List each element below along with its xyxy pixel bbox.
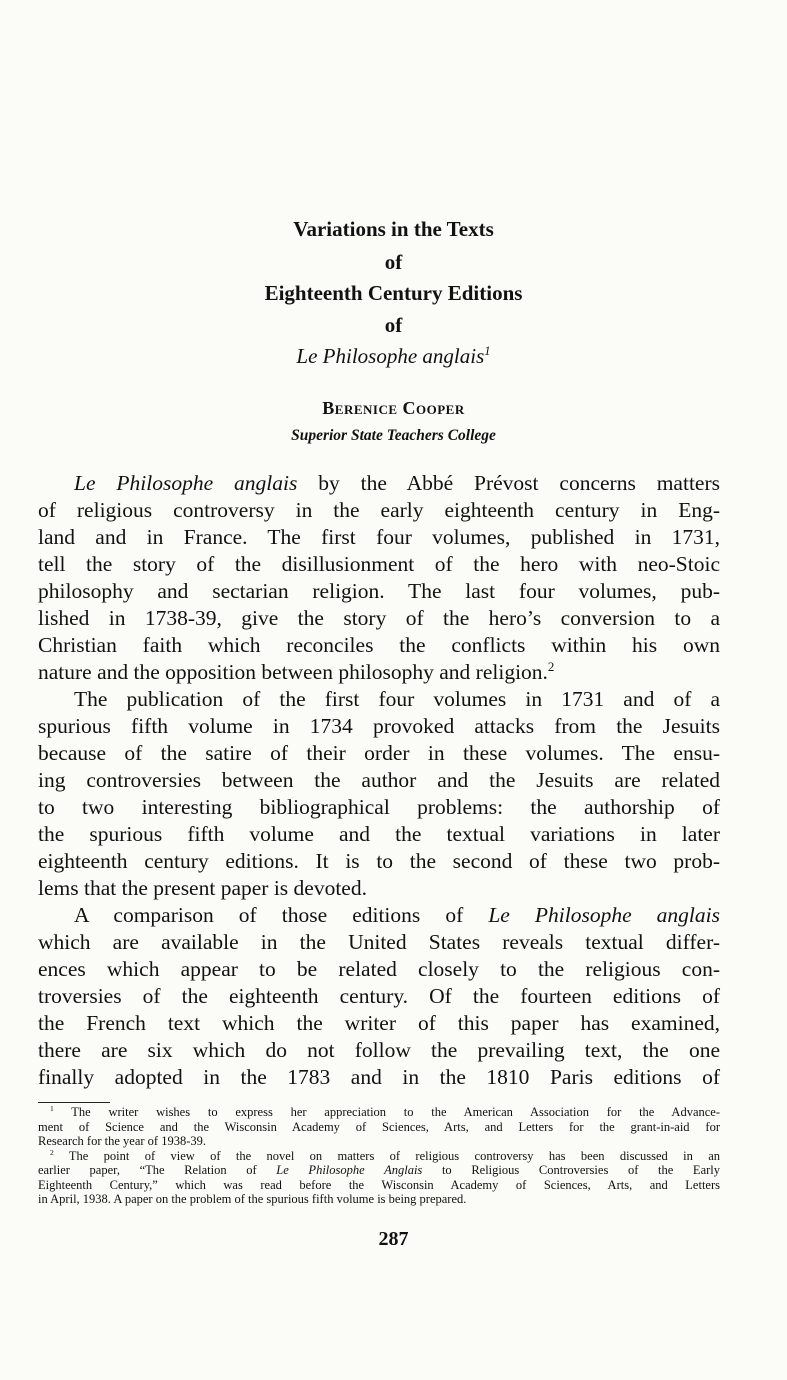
body-line [74,902,720,929]
body-line: which are available in the United States reveals textual differ- [38,930,720,954]
body-line: ences which appear to be related closely to the religious con- [38,957,720,981]
title-line-4: of [384,313,403,337]
page-number: 287 [378,1228,409,1250]
body-line [74,470,720,497]
body-text: nature and the opposition between philosophy and religion. [38,660,548,684]
book-title-italic: Le Philosophe anglais [488,903,720,927]
title-line-2: of [384,250,403,274]
title-footnote-mark: 1 [484,344,491,358]
body-line: land and in France. The first four volumes, published in 1731, [38,525,720,549]
footnote-text: The writer wishes to express her appreciation to the American Association for the Advance- [53,1105,720,1119]
footnote-2-mark: 2 [50,1147,54,1157]
footnote-italic: Le Philosophe Anglais [276,1163,423,1177]
body-line: of religious controversy in the early eighteenth century in Eng- [38,498,720,522]
footnote-1-mark: 1 [50,1103,54,1113]
title-line-5 [0,344,787,369]
body-line [38,659,720,686]
footnote-1-line: Research for the year of 1938-39. [38,1134,206,1148]
body-line: to two interesting bibliographical problems: the authorship of [38,795,720,819]
author-name: Berenice Cooper [322,398,465,418]
footnote-2-line [50,1149,720,1164]
footnote-text: The point of view of the novel on matters of religious controversy has been discussed in an [53,1148,720,1163]
footnote-rule [38,1102,110,1103]
body-line: eighteenth century editions. It is to the second of these two prob- [38,849,720,873]
book-title-italic: Le Philosophe anglais [74,471,298,495]
body-line: lems that the present paper is devoted. [38,876,367,900]
body-line: lished in 1738-39, give the story of the hero’s conversion to a [38,606,720,630]
title-italic: Le Philosophe anglais [296,344,485,368]
body-line: The publication of the first four volumes in 1731 and of a [74,687,720,711]
body-text: by the Abbé Prévost concerns matters [297,471,720,495]
footnote-mark-2: 2 [547,659,555,674]
body-line: the French text which the writer of this paper has examined, [38,1011,720,1035]
author-affiliation: Superior State Teachers College [291,427,496,444]
footnote-text: to Religious Controversies of the Early [422,1163,721,1177]
footnote-2-line: Eighteenth Century,” which was read before the Wisconsin Academy of Sciences, Arts, and Letters [38,1177,720,1192]
body-line: tell the story of the disillusionment of the hero with neo-Stoic [38,552,720,576]
footnote-1-line [50,1105,720,1120]
body-line: spurious fifth volume in 1734 provoked attacks from the Jesuits [38,714,720,738]
body-line: finally adopted in the 1783 and in the 1810 Paris editions of [38,1065,720,1089]
body-line: troversies of the eighteenth century. Of the fourteen editions of [38,984,720,1008]
body-line: there are six which do not follow the prevailing text, the one [38,1038,720,1062]
body-line: because of the satire of their order in these volumes. The ensu- [38,741,720,765]
body-line: Christian faith which reconciles the conflicts within his own [38,633,720,657]
title-line-3: Eighteenth Century Editions [264,281,523,305]
footnote-2-line [38,1163,720,1178]
body-text: A comparison of those editions of [74,903,489,927]
body-line: philosophy and sectarian religion. The last four volumes, pub- [38,579,720,603]
body-line: the spurious fifth volume and the textual variations in later [38,822,720,846]
footnote-2-line: in April, 1938. A paper on the problem of the spurious fifth volume is being prepared. [38,1192,467,1206]
footnote-text: earlier paper, “The Relation of [38,1163,277,1177]
body-line: ing controversies between the author and the Jesuits are related [38,768,720,792]
title-line-1: Variations in the Texts [293,217,494,241]
footnote-1-line: ment of Science and the Wisconsin Academy of Sciences, Arts, and Letters for the grant-in-aid for [38,1119,720,1134]
